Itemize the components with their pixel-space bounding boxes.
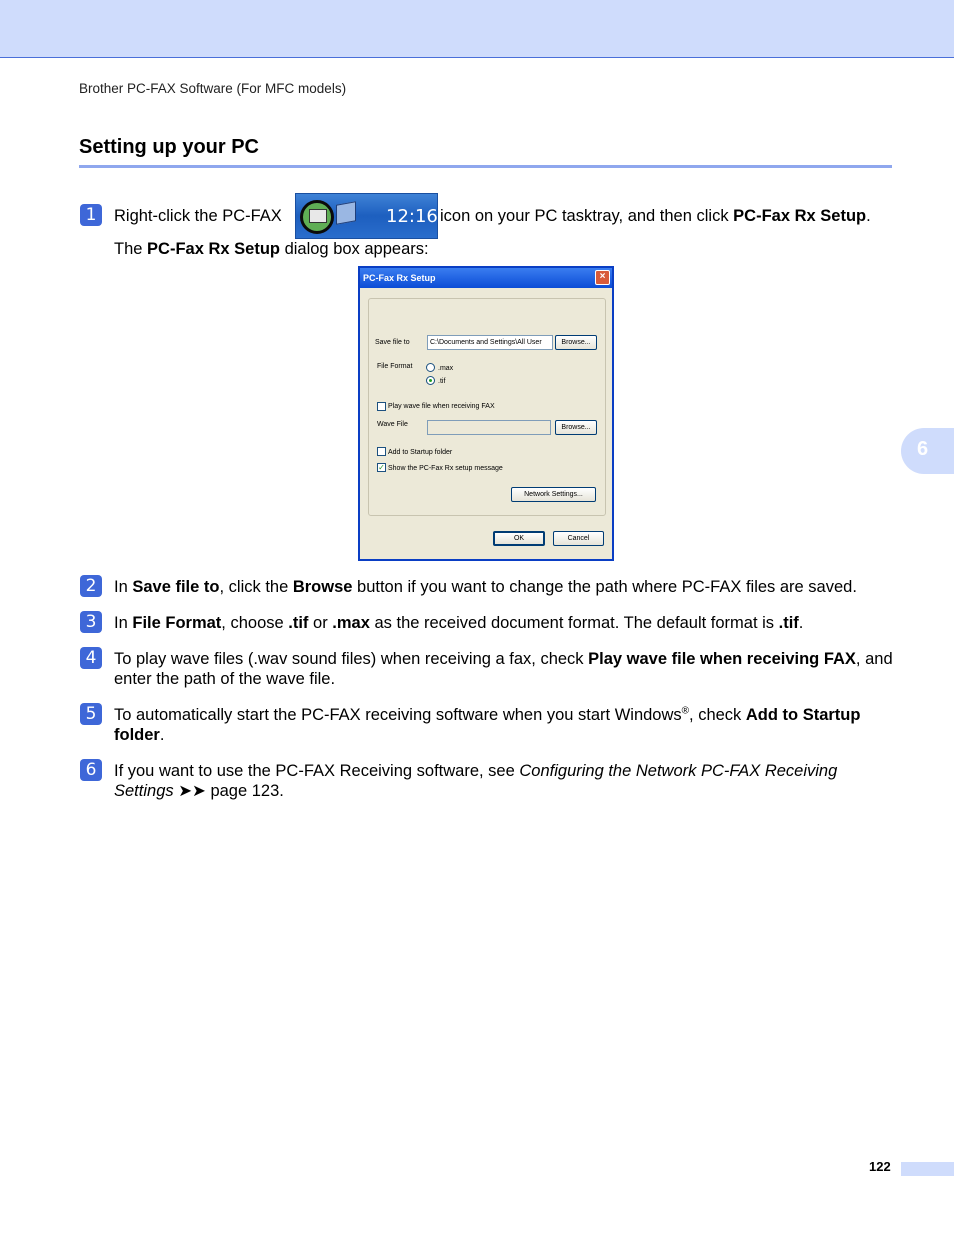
tray-clock: 12:16 (386, 206, 438, 227)
radio-max[interactable] (426, 363, 435, 372)
show-message-checkbox[interactable]: ✓ (378, 463, 385, 472)
step-5-number: 5 (80, 703, 102, 725)
cancel-button[interactable]: Cancel (553, 531, 604, 546)
pc-fax-rx-setup-dialog (358, 266, 614, 561)
play-wave-checkbox[interactable] (377, 402, 386, 411)
ok-button[interactable]: OK (493, 531, 545, 546)
tasktray-image (295, 193, 438, 239)
step-4-number: 4 (80, 647, 102, 669)
section-rule (79, 165, 892, 168)
network-icon (336, 201, 356, 225)
dialog-panel (368, 298, 606, 516)
save-file-label: Save file to (375, 339, 410, 346)
dialog-title-bar (360, 268, 612, 288)
top-band (0, 0, 954, 58)
file-format-label: File Format (377, 363, 413, 370)
step-3-number: 3 (80, 611, 102, 633)
radio-tif-label: .tif (438, 378, 446, 385)
chapter-number: 6 (917, 438, 929, 460)
radio-tif[interactable] (426, 376, 435, 385)
radio-max-label: .max (438, 365, 454, 372)
step-6-text: If you want to use the PC-FAX Receiving software, see Configuring the Network PC-FAX Receiving Settings ➤➤ page 123. (114, 762, 838, 800)
add-startup-label: Add to Startup folder (388, 449, 453, 456)
browse-save-button[interactable]: Browse... (555, 335, 597, 350)
dialog-title: PC-Fax Rx Setup (363, 273, 436, 283)
step-2-number: 2 (80, 575, 102, 597)
step-1-line-2: The PC-Fax Rx Setup dialog box appears: (114, 240, 429, 258)
step-2-text: In Save file to, click the Browse button if you want to change the path where PC-FAX files are saved. (114, 578, 857, 596)
step-6-number: 6 (80, 759, 102, 781)
chapter-tab (901, 428, 954, 474)
play-wave-label: Play wave file when receiving FAX (388, 403, 495, 410)
page-bar (901, 1162, 954, 1176)
pc-fax-icon (300, 200, 334, 234)
show-message-label: Show the PC-Fax Rx setup message (388, 465, 503, 472)
step-1-number: 1 (80, 204, 102, 226)
browse-wave-button[interactable]: Browse... (555, 420, 597, 435)
page-number: 122 (869, 1159, 891, 1174)
wave-file-input[interactable] (427, 420, 551, 435)
wave-file-label: Wave File (377, 421, 408, 428)
step-3-text: In File Format, choose .tif or .max as the received document format. The default format is .tif. (114, 614, 804, 632)
save-file-input[interactable]: C:\Documents and Settings\All User (427, 335, 553, 350)
step-4-text: To play wave files (.wav sound files) when receiving a fax, check Play wave file when receiving FAX, and enter the path of the wave file. (114, 650, 893, 688)
step-1-text-b: icon on your PC tasktray, and then click PC-Fax Rx Setup. (440, 207, 871, 225)
step-1-text-a: Right-click the PC-FAX (114, 207, 282, 225)
step-5-text: To automatically start the PC-FAX receiving software when you start Windows®, check Add to Startup folder. (114, 705, 861, 744)
network-settings-button[interactable]: Network Settings... (511, 487, 596, 502)
add-startup-checkbox[interactable] (377, 447, 386, 456)
running-head: Brother PC-FAX Software (For MFC models) (79, 81, 347, 96)
section-title: Setting up your PC (79, 136, 259, 158)
close-icon[interactable]: × (595, 270, 610, 285)
